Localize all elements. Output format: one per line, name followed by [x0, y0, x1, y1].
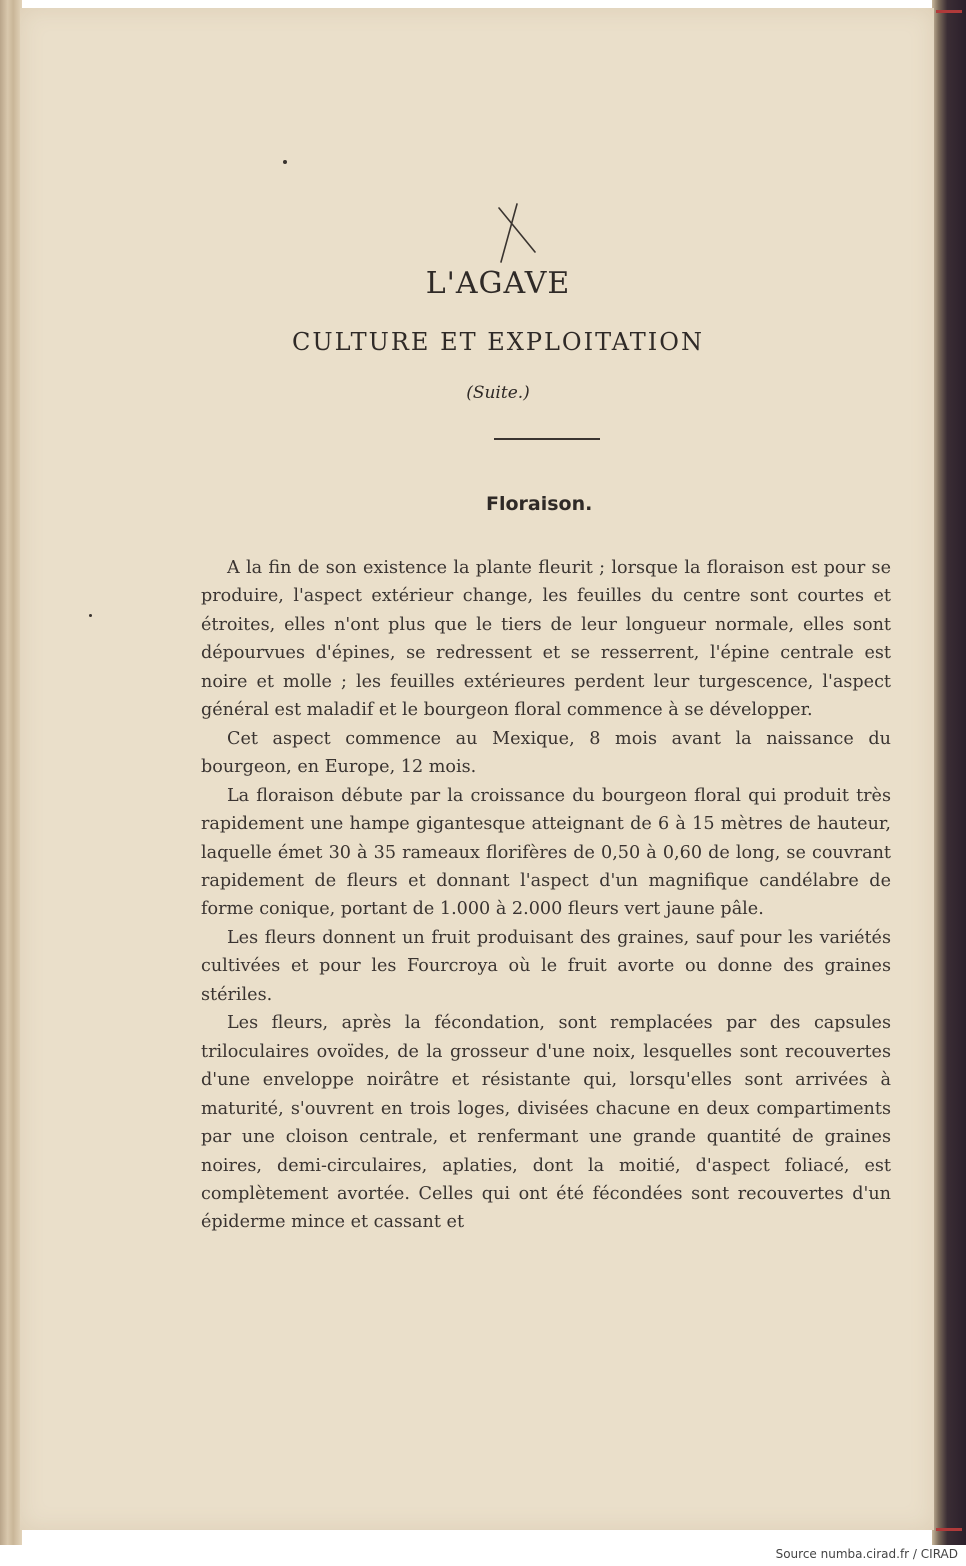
body-text	[201, 554, 891, 1237]
book-left-edge	[0, 0, 22, 1545]
section-heading: Floraison.	[486, 493, 593, 515]
article-title: L'AGAVE	[425, 266, 571, 301]
continuation-note: (Suite.)	[466, 383, 530, 403]
article-subtitle: CULTURE ET EXPLOITATION	[292, 328, 704, 356]
page-speck	[89, 614, 92, 617]
book-edge-mark	[936, 10, 962, 13]
paragraph: Les fleurs, après la fécondation, sont remplacées par des capsules triloculaires ovoïdes, de la grosseur d'une noix, lesquelles sont recouvertes d'une enveloppe noirâtre et résistante qui, lorsqu'elles sont arrivées à maturité, s'ouvrent en trois loges, divisées chacune en deux compartiments par une cloison centrale, et renfermant une grande quantité de graines noires, demi-circulaires, aplaties, dont la moitié, d'aspect foliacé, est complètement avortée. Celles qui ont été fécondées sont recouvertes d'un épiderme mince et cassant et	[201, 1013, 891, 1233]
paragraph: Les fleurs donnent un fruit produisant des graines, sauf pour les variétés cultivées et pour les Fourcroya où le fruit avorte ou donne des graines stériles.	[201, 927, 891, 1005]
book-edge-mark	[936, 1528, 962, 1531]
book-right-edge	[932, 0, 966, 1545]
source-credit: Source numba.cirad.fr / CIRAD	[775, 1547, 958, 1561]
paragraph: Cet aspect commence au Mexique, 8 mois avant la naissance du bourgeon, en Europe, 12 mois.	[201, 728, 891, 778]
page-speck	[283, 160, 287, 164]
handwritten-cross-mark	[495, 202, 541, 266]
title-divider	[494, 438, 600, 440]
paragraph: A la fin de son existence la plante fleurit ; lorsque la floraison est pour se produire, l'aspect extérieur change, les feuilles du centre sont courtes et étroites, elles n'ont plus que le tiers de leur longueur normale, elles sont dépourvues d'épines, se redressent et se resserrent, l'épine centrale est noire et molle ; les feuilles extérieures perdent leur turgescence, l'aspect général est maladif et le bourgeon floral commence à se développer.	[201, 558, 891, 721]
paragraph: La floraison débute par la croissance du bourgeon floral qui produit très rapidement une hampe gigantesque atteignant de 6 à 15 mètres de hauteur, laquelle émet 30 à 35 rameaux florifères de 0,50 à 0,60 de long, se couvrant rapidement de fleurs et donnant l'aspect d'un magnifique candélabre de forme conique, portant de 1.000 à 2.000 fleurs vert jaune pâle.	[201, 785, 891, 920]
